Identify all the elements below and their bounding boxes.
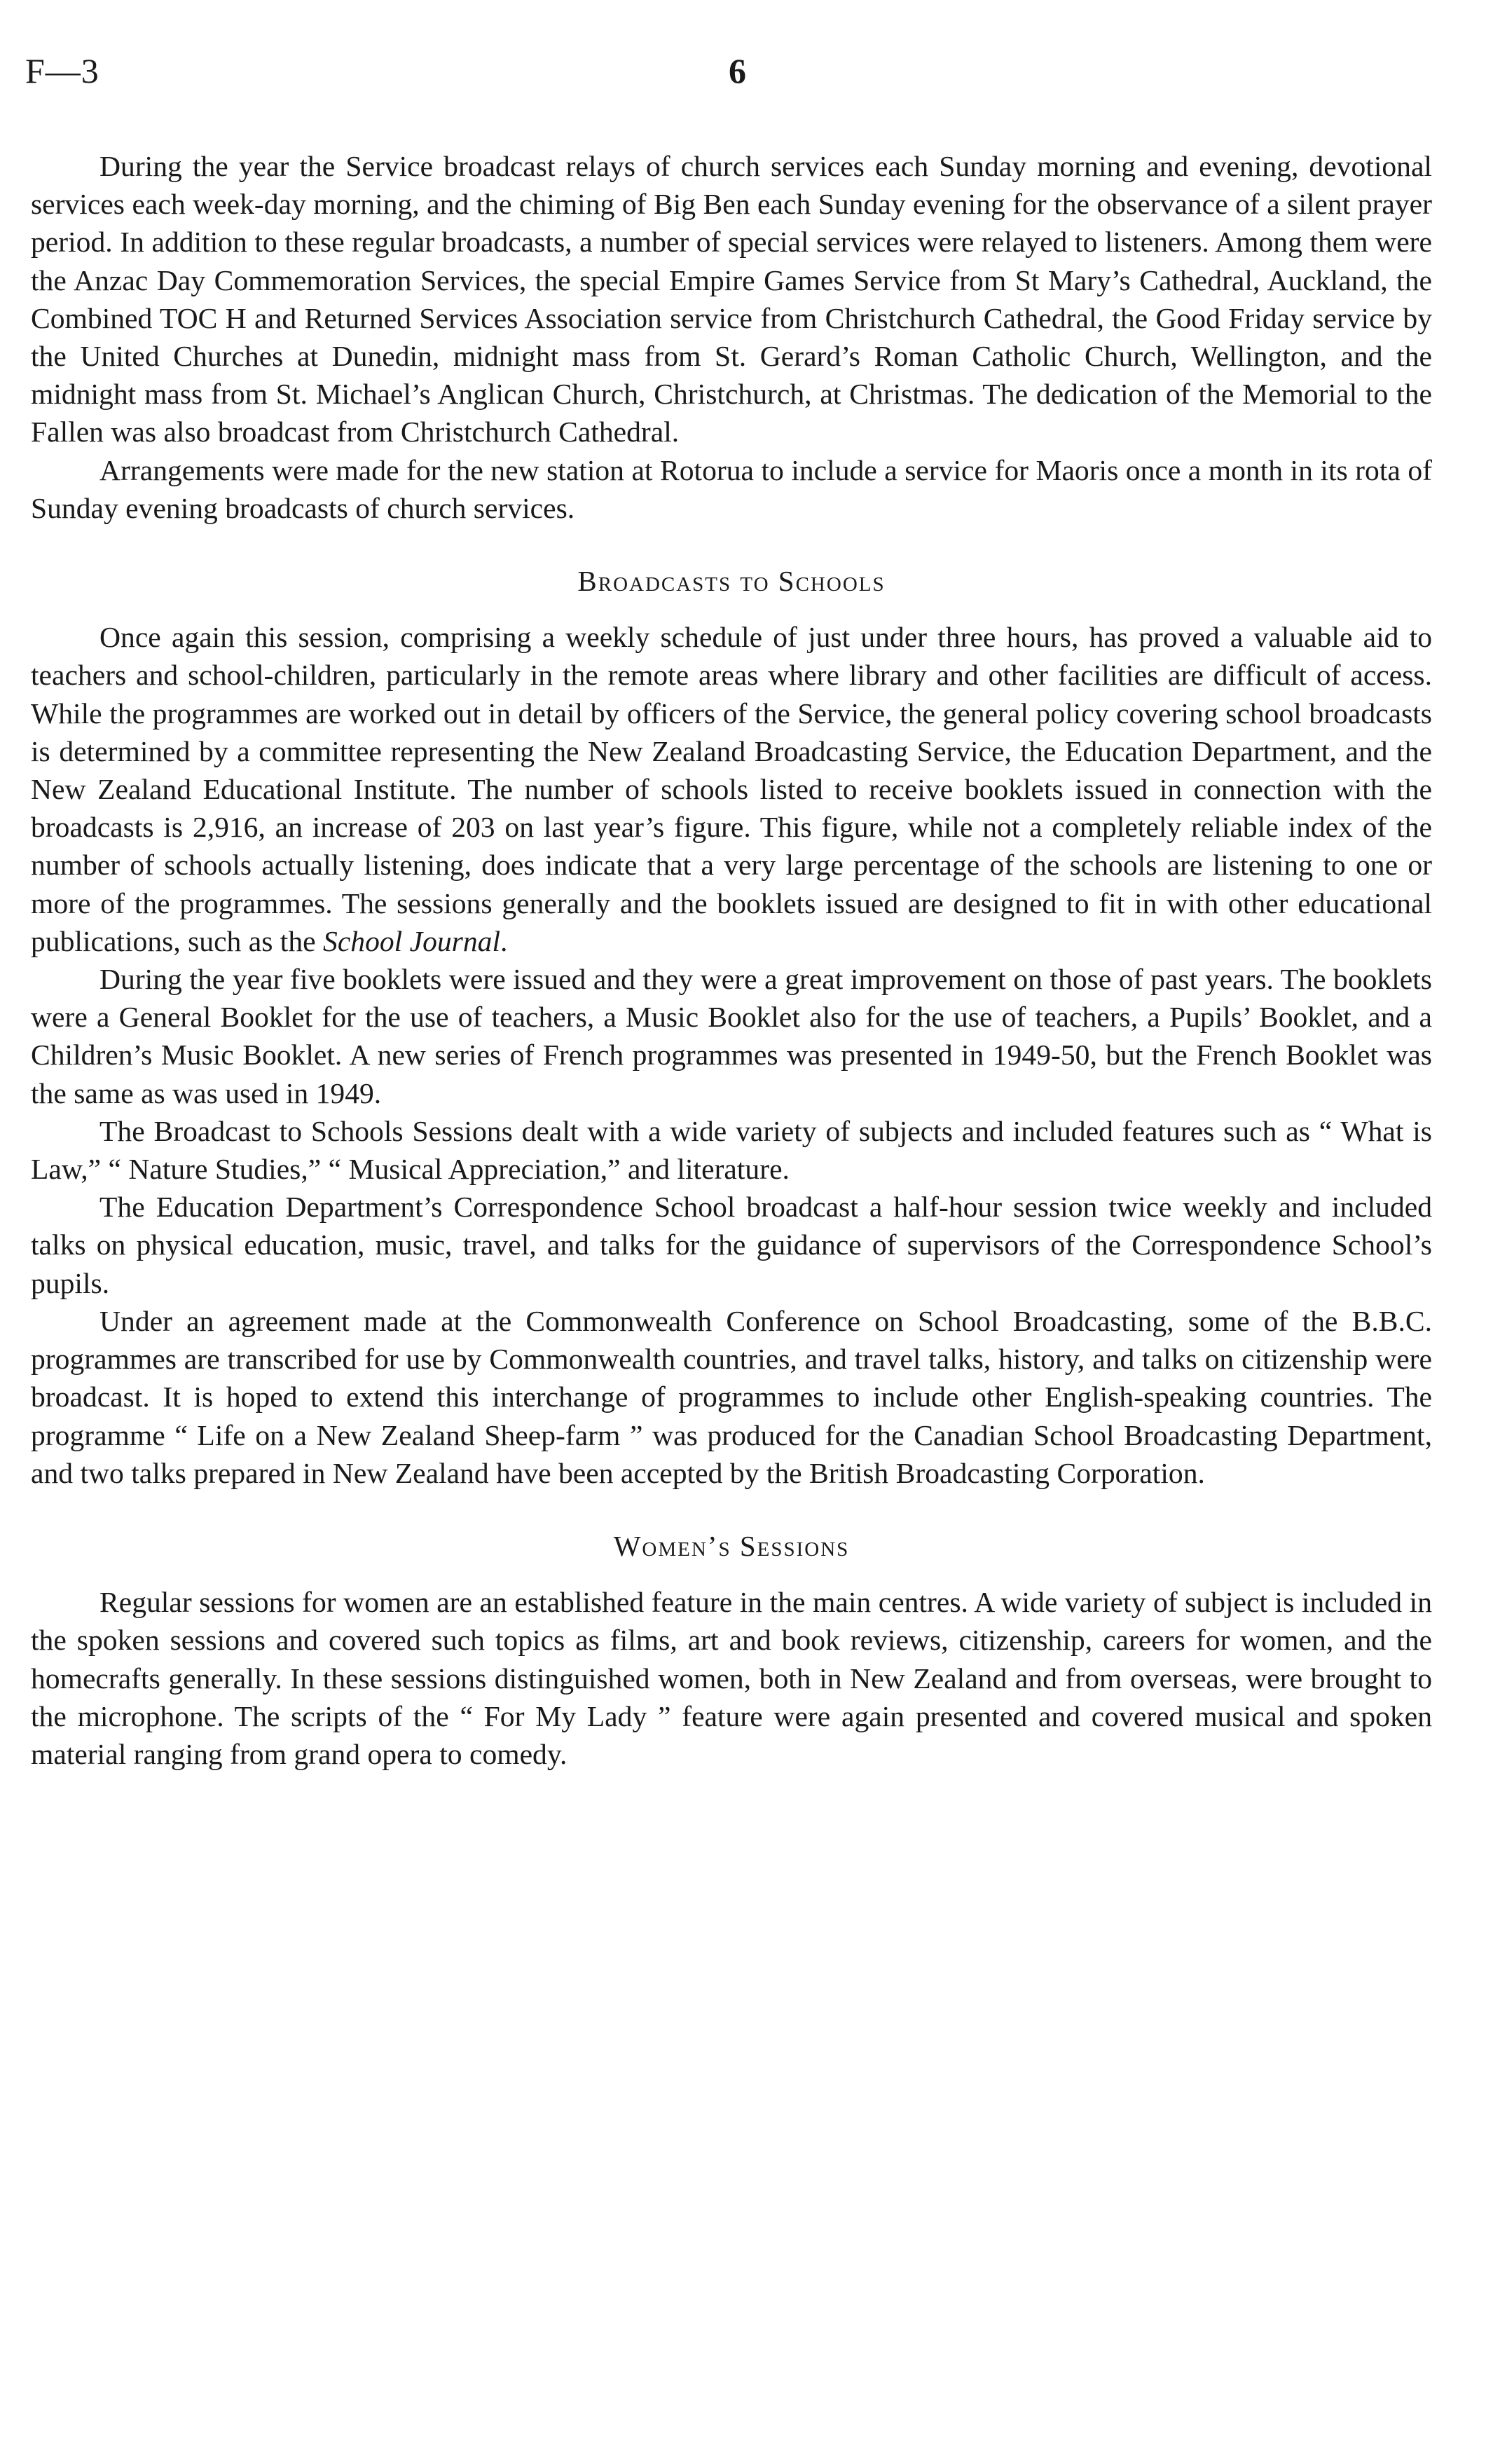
womens-sessions-paragraph: Regular sessions for women are an established feature in the main centres. A wide variety of subject is included in the spoken sessions and covered such topics as films, art and book reviews, citizenship, careers for women, and the homecrafts generally. In these sessions distinguished women, both in New Zealand and from overseas, were brought to the microphone. The scripts of the “ For My Lady ” feature were again presented and covered musical and spoken material ranging from grand opera to comedy. [31, 1586, 1432, 1770]
booklets-paragraph: During the year five booklets were issued and they were a great improvement on those of past years. The booklets were a General Booklet for the use of teachers, a Music Booklet also for the use of teachers, a Pupils’ Booklet, and a Children’s Music Booklet. A new series of French programmes was presented in 1949-50, but the French Booklet was the same as was used in 1949. [31, 963, 1432, 1109]
subjects-paragraph: The Broadcast to Schools Sessions dealt with a wide variety of subjects and included features such as “ What is Law,” “ Nature Studies,” “ Musical Appreciation,” and literature. [31, 1114, 1432, 1186]
schools-session-paragraph [31, 618, 1432, 960]
church-services-paragraph: During the year the Service broadcast relays of church services each Sunday morning and evening, devotional services each week-day morning, and the chiming of Big Ben each Sunday evening for the observance of a silent prayer period. In addition to these regular broadcasts, a number of special services were relayed to listeners. Among them were the Anzac Day Commemoration Services, the special Empire Games Service from St Mary’s Cathedral, Auckland, the Combined TOC H and Returned Services Association service from Christchurch Cathedral, the Good Friday service by the United Churches at Dunedin, midnight mass from St. Gerard’s Roman Catholic Church, Wellington, and the midnight mass from St. Michael’s Anglican Church, Christchurch, at Christmas. The dedication of the Memorial to the Fallen was also broadcast from Christchurch Cathedral. [31, 150, 1432, 449]
schools-session-text: Once again this session, comprising a weekly schedule of just under three hours, has proved a valuable aid to teachers and school-children, particularly in the remote areas where library and other facilities are difficult of access. While the programmes are worked out in detail by officers of the Service, the general policy covering school broadcasts is determined by a committee representing the New Zealand Broadcasting Service, the Education Department, and the New Zealand Educational Institute. The number of schools listed to receive booklets issued in connection with the broadcasts is 2,916, an increase of 203 on last year’s figure. This figure, while not a completely reliable index of the number of schools actually listening, does indicate that a very large percentage of the schools are listening to one or more of the programmes. The sessions generally and the booklets issued are designed to fit in with other educational publications, such as the [31, 621, 1432, 957]
womens-sessions-heading: Women’s Sessions [613, 1529, 850, 1562]
school-journal-title: School Journal [323, 924, 501, 957]
page-header [25, 50, 1461, 107]
commonwealth-conference-paragraph: Under an agreement made at the Commonwealth Conference on School Broadcasting, some of the B.B.C. programmes are transcribed for use by Commonwealth countries, and travel talks, history, and talks on citizenship were broadcast. It is hoped to extend this interchange of programmes to include other English-speaking countries. The programme “ Life on a New Zealand Sheep-farm ” was produced for the Canadian School Broadcasting Department, and two talks prepared in New Zealand have been accepted by the British Broadcasting Corporation. [31, 1304, 1432, 1489]
broadcasts-to-schools-heading: Broadcasts to Schools [577, 565, 886, 598]
schools-session-end: . [500, 924, 508, 957]
document-reference: F—3 [25, 51, 99, 90]
page-number: 6 [729, 51, 746, 90]
correspondence-school-paragraph: The Education Department’s Correspondence School broadcast a half-hour session twice weekly and included talks on physical education, music, travel, and talks for the guidance of supervisors of the Correspondence School’s pupils. [31, 1191, 1432, 1299]
body-text [31, 147, 1432, 1773]
rotorua-maori-service-paragraph: Arrangements were made for the new station at Rotorua to include a service for Maoris once a month in its rota of Sunday evening broadcasts of church services. [31, 453, 1432, 524]
